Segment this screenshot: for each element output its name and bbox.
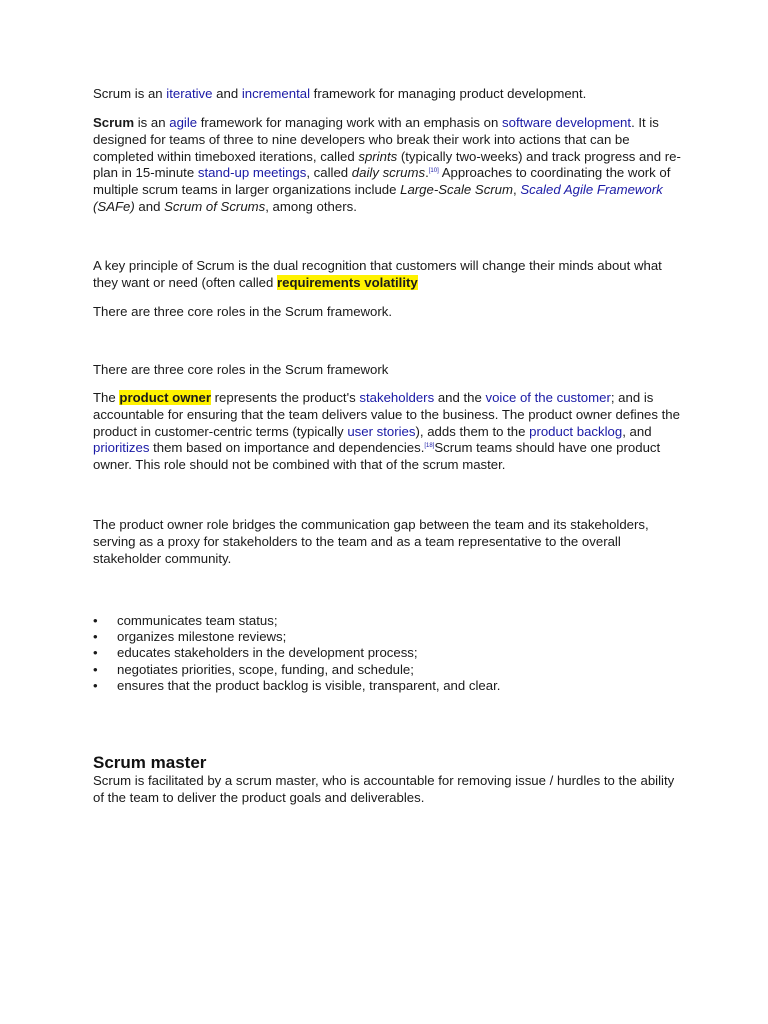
link-software-development[interactable]: software development (502, 115, 632, 130)
core-roles-paragraph: There are three core roles in the Scrum framework. (93, 304, 393, 319)
text-run: framework for managing product development. (310, 86, 587, 101)
text-run: and (134, 198, 165, 214)
text-run: (typically two-weeks) and track progress and re-plan in 15-minute (93, 148, 681, 181)
text-run: framework for managing work with an emphasis on (197, 115, 503, 130)
term-scrum: Scrum (93, 115, 135, 130)
text-run: is an (134, 115, 170, 130)
link-scaled-agile-framework[interactable]: Scaled Agile Framework (520, 182, 663, 198)
list-item (93, 629, 683, 645)
list-item-text: ensures that the product backlog is visible, transparent, and clear. (117, 677, 501, 693)
core-roles-paragraph-repeat: There are three core roles in the Scrum framework (93, 362, 389, 377)
bullet-icon: • (93, 629, 98, 645)
highlight-requirements-volatility: requirements volatility (277, 274, 418, 290)
text-run: , and (622, 423, 652, 439)
list-item (93, 645, 683, 661)
text-run: and the (434, 390, 486, 405)
term-sprints: sprints (358, 148, 398, 164)
text-run: , (513, 182, 521, 198)
text-run: Scrum teams should have one product owner. This role should not be combined with that of the scrum master. (93, 440, 661, 473)
list-item (93, 613, 683, 629)
list-item (93, 662, 683, 678)
term-large-scale-scrum: Large-Scale Scrum (400, 182, 513, 198)
link-product-backlog[interactable]: product backlog (529, 423, 623, 439)
section-heading-scrum-master: Scrum master (93, 753, 207, 772)
link-incremental[interactable]: incremental (241, 86, 310, 101)
link-iterative[interactable]: iterative (166, 86, 213, 101)
term-daily-scrums: daily scrums (351, 165, 426, 181)
text-run: A key principle of Scrum is the dual recognition that customers will change their minds about what they want or need (often called (93, 258, 662, 290)
text-run: . (425, 165, 429, 181)
text-run: and (212, 86, 242, 101)
link-voice-of-the-customer[interactable]: voice of the customer (485, 390, 611, 405)
link-user-stories[interactable]: user stories (347, 423, 416, 439)
reference-link[interactable]: [10] (428, 168, 439, 175)
text-run: them based on importance and dependencies. (149, 440, 425, 456)
text-run: Approaches to coordinating the work of multiple scrum teams in larger organizations include (93, 165, 671, 198)
term-safe: (SAFe) (93, 198, 135, 214)
highlight-product-owner: product owner (119, 390, 211, 405)
text-run: , among others. (265, 198, 357, 214)
list-item-text: organizes milestone reviews; (117, 629, 287, 645)
reference-link[interactable]: [18] (424, 443, 435, 450)
bullet-icon: • (93, 613, 98, 628)
bullet-icon: • (93, 661, 98, 677)
link-prioritizes[interactable]: prioritizes (93, 440, 150, 456)
intro-paragraph (93, 86, 683, 103)
product-owner-role-paragraph: The product owner role bridges the communication gap between the team and its stakeholders, serving as a proxy for stakeholders to the team and as a team representative to the overall stakeholder community. (93, 517, 649, 566)
list-item-text: negotiates priorities, scope, funding, and schedule; (117, 661, 414, 677)
scrum-master-paragraph: Scrum is facilitated by a scrum master, who is accountable for removing issue / hurdles to the ability of the team to deliver the product goals and deliverables. (93, 773, 675, 805)
text-run: ; and is accountable for ensuring that the team delivers value to the business. The product owner defines the product in customer-centric terms (typically (93, 390, 680, 439)
term-scrum-of-scrums: Scrum of Scrums (164, 198, 266, 214)
text-run: The (93, 390, 120, 405)
text-run: represents the product's (210, 390, 360, 405)
link-stakeholders[interactable]: stakeholders (359, 390, 435, 405)
list-item-text: educates stakeholders in the development process; (117, 645, 418, 661)
link-agile[interactable]: agile (169, 115, 198, 130)
text-run: , called (306, 165, 352, 181)
key-principle-paragraph (93, 258, 683, 292)
text-run: Scrum is an (93, 86, 167, 101)
list-item (93, 678, 683, 694)
responsibilities-list (93, 613, 683, 694)
bullet-icon: • (93, 645, 98, 661)
scrum-definition-paragraph (93, 115, 683, 216)
product-owner-paragraph (93, 390, 683, 474)
bullet-icon: • (93, 677, 98, 693)
text-run: ), adds them to the (415, 423, 530, 439)
link-stand-up-meetings[interactable]: stand-up meetings (197, 165, 307, 181)
list-item-text: communicates team status; (117, 613, 278, 628)
text-run: . It is designed for teams of three to nine developers who break their work into actions that can be completed within timeboxed iterations, called (93, 115, 659, 164)
